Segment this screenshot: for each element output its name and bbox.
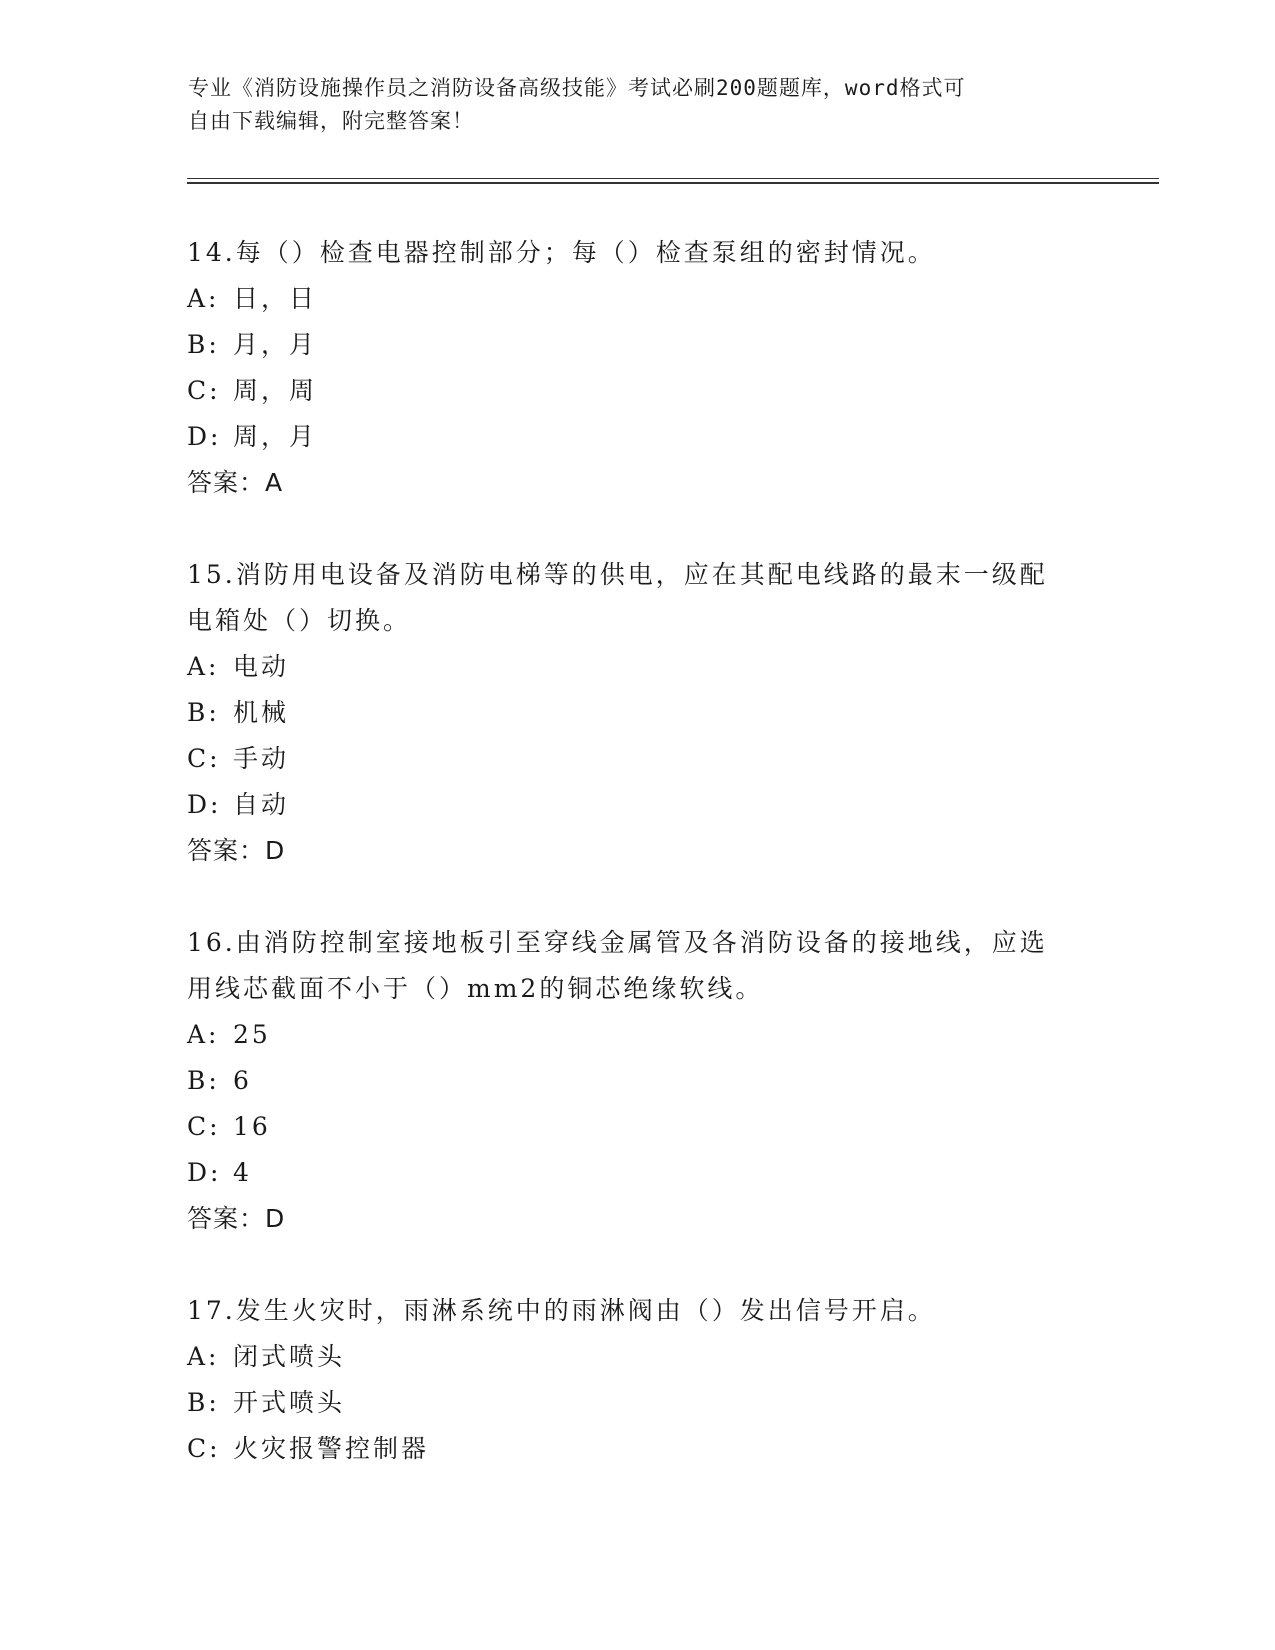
question-15	[187, 552, 1087, 874]
question-list	[187, 230, 1087, 1518]
option-a	[187, 1012, 1087, 1058]
option-text: 周，周	[233, 376, 318, 405]
question-14	[187, 230, 1087, 506]
question-text-line: 每（）检查电器控制部分；每（）检查泵组的密封情况。	[235, 238, 936, 267]
question-number: 17.	[187, 1296, 236, 1325]
option-a	[187, 644, 1087, 690]
option-c	[187, 1104, 1087, 1150]
option-letter: A:	[187, 652, 220, 681]
option-text: 4	[233, 1158, 252, 1187]
option-letter: D:	[187, 1158, 222, 1187]
option-b	[187, 1058, 1087, 1104]
option-b	[187, 322, 1087, 368]
option-letter: B:	[187, 1066, 220, 1095]
option-text: 火灾报警控制器	[233, 1434, 430, 1463]
header-line-1: 专业《消防设施操作员之消防设备高级技能》考试必刷200题题库，word格式可	[188, 76, 966, 100]
option-text: 开式喷头	[233, 1388, 346, 1417]
header-divider-thick	[187, 182, 1159, 184]
question-text	[187, 230, 1087, 276]
question-17	[187, 1288, 1087, 1472]
option-letter: B:	[187, 330, 220, 359]
option-text: 手动	[233, 744, 290, 773]
question-text-line: 由消防控制室接地板引至穿线金属管及各消防设备的接地线，应选	[235, 928, 1048, 957]
question-number: 14.	[187, 238, 236, 267]
question-text-line: 发生火灾时，雨淋系统中的雨淋阀由（）发出信号开启。	[235, 1296, 936, 1325]
document-header	[188, 72, 1088, 138]
option-text: 25	[233, 1020, 271, 1049]
answer-label: 答案：A	[187, 468, 284, 497]
option-letter: C:	[187, 1112, 221, 1141]
option-letter: A:	[187, 1342, 220, 1371]
question-number: 16.	[187, 928, 236, 957]
question-text-line: 用线芯截面不小于（）mm2的铜芯绝缘软线。	[187, 974, 764, 1003]
question-16	[187, 920, 1087, 1242]
option-a	[187, 276, 1087, 322]
option-text: 16	[233, 1112, 271, 1141]
option-d	[187, 414, 1087, 460]
answer-label: 答案：D	[187, 1204, 286, 1233]
option-letter: C:	[187, 1434, 221, 1463]
option-text: 6	[233, 1066, 252, 1095]
option-d	[187, 782, 1087, 828]
option-a	[187, 1334, 1087, 1380]
option-text: 周，月	[233, 422, 318, 451]
option-text: 机械	[233, 698, 290, 727]
option-text: 月，月	[233, 330, 318, 359]
option-letter: B:	[187, 1388, 220, 1417]
option-letter: C:	[187, 376, 221, 405]
option-c	[187, 1426, 1087, 1472]
header-divider-thin	[187, 178, 1159, 179]
answer-label: 答案：D	[187, 836, 286, 865]
option-letter: D:	[187, 422, 222, 451]
question-number: 15.	[187, 560, 236, 589]
option-letter: A:	[187, 284, 220, 313]
option-b	[187, 1380, 1087, 1426]
question-text-line: 电箱处（）切换。	[187, 606, 412, 635]
option-d	[187, 1150, 1087, 1196]
option-text: 自动	[233, 790, 290, 819]
option-letter: D:	[187, 790, 222, 819]
question-text	[187, 920, 1087, 1012]
option-c	[187, 736, 1087, 782]
option-text: 闭式喷头	[233, 1342, 346, 1371]
question-text-line: 消防用电设备及消防电梯等的供电，应在其配电线路的最末一级配	[235, 560, 1048, 589]
question-text	[187, 552, 1087, 644]
option-text: 日，日	[233, 284, 318, 313]
option-b	[187, 690, 1087, 736]
option-letter: A:	[187, 1020, 220, 1049]
option-c	[187, 368, 1087, 414]
header-line-2: 自由下载编辑，附完整答案！	[188, 109, 474, 133]
option-letter: B:	[187, 698, 220, 727]
question-text	[187, 1288, 1087, 1334]
option-letter: C:	[187, 744, 221, 773]
option-text: 电动	[233, 652, 290, 681]
